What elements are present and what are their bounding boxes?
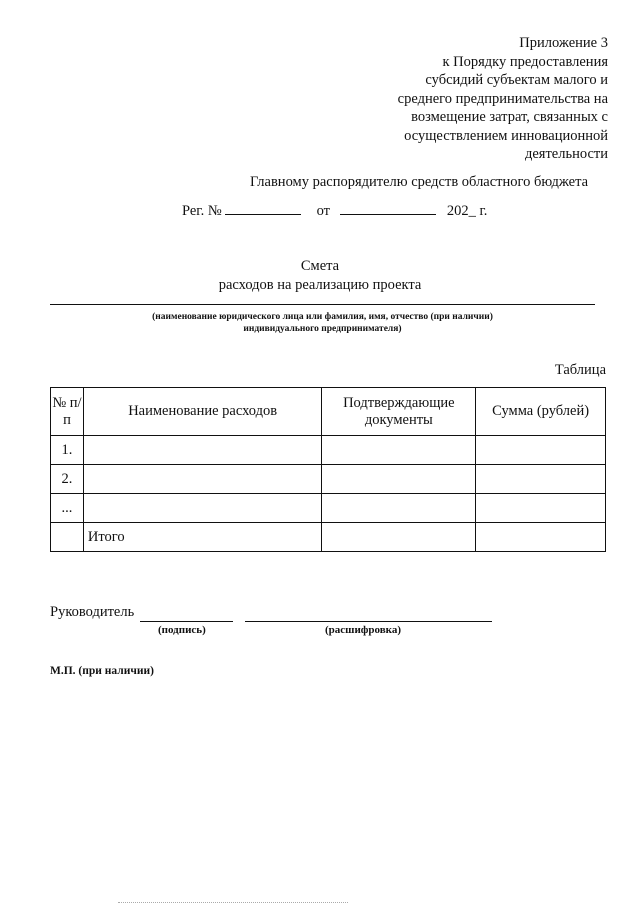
header-sum: Сумма (рублей) — [476, 388, 606, 436]
title-line: расходов на реализацию проекта — [218, 277, 422, 293]
signature-caption: (подпись) — [158, 624, 206, 636]
row-num: 2. — [51, 465, 84, 494]
appendix-line: деятельности — [524, 146, 608, 162]
document-title — [0, 257, 640, 295]
appendix-line: возмещение затрат, связанных с — [411, 109, 608, 125]
header-num: № п/п — [51, 388, 84, 436]
title-line: Смета — [300, 258, 340, 274]
table-row — [51, 494, 606, 523]
reg-year-label: 202_ г. — [446, 203, 488, 219]
total-docs-cell[interactable] — [322, 523, 476, 552]
table-header-row — [51, 388, 606, 436]
row-name-cell[interactable] — [83, 494, 321, 523]
caption-line: индивидуального предпринимателя) — [243, 324, 402, 334]
row-sum-cell[interactable] — [476, 494, 606, 523]
appendix-line: осуществлением инновационной — [404, 127, 608, 144]
row-num: ... — [51, 494, 84, 523]
signature-field[interactable] — [140, 621, 233, 622]
appendix-line: к Порядку предоставления — [442, 53, 608, 70]
header-docs: Подтверждающие документы — [322, 388, 476, 436]
organization-caption — [50, 311, 595, 335]
reg-date-field[interactable] — [340, 201, 436, 215]
row-docs-cell[interactable] — [322, 436, 476, 465]
scan-artifact-line — [118, 902, 348, 903]
appendix-line: среднего предпринимательства на — [397, 90, 608, 107]
recipient-line: Главному распорядителю средств областного бюджета — [250, 174, 589, 190]
table-row — [51, 436, 606, 465]
row-name-cell[interactable] — [83, 465, 321, 494]
row-docs-cell[interactable] — [322, 465, 476, 494]
table-label: Таблица — [554, 362, 606, 378]
decode-caption: (расшифровка) — [325, 624, 402, 636]
seal-label: М.П. (при наличии) — [50, 665, 154, 677]
row-name-cell[interactable] — [83, 436, 321, 465]
row-sum-cell[interactable] — [476, 436, 606, 465]
total-sum-cell[interactable] — [476, 523, 606, 552]
appendix-line: субсидий субъектам малого и — [425, 72, 608, 88]
row-docs-cell[interactable] — [322, 494, 476, 523]
appendix-block — [348, 34, 608, 164]
signature-decode-field[interactable] — [245, 621, 492, 622]
cost-estimate-table — [50, 387, 606, 552]
head-signature-label: Руководитель — [50, 604, 135, 620]
total-num-cell — [51, 523, 84, 552]
row-sum-cell[interactable] — [476, 465, 606, 494]
total-label: Итого — [83, 523, 321, 552]
reg-number-field[interactable] — [225, 201, 301, 215]
organization-name-field[interactable] — [50, 304, 595, 305]
table-total-row — [51, 523, 606, 552]
reg-number-label: Рег. № — [182, 203, 222, 219]
table-row — [51, 465, 606, 494]
header-name: Наименование расходов — [83, 388, 321, 436]
caption-line: (наименование юридического лица или фамилия, имя, отчество (при наличии) — [152, 312, 493, 322]
reg-date-label: от — [316, 203, 330, 219]
row-num: 1. — [51, 436, 84, 465]
appendix-line: Приложение 3 — [519, 35, 608, 51]
registration-line — [182, 201, 487, 220]
